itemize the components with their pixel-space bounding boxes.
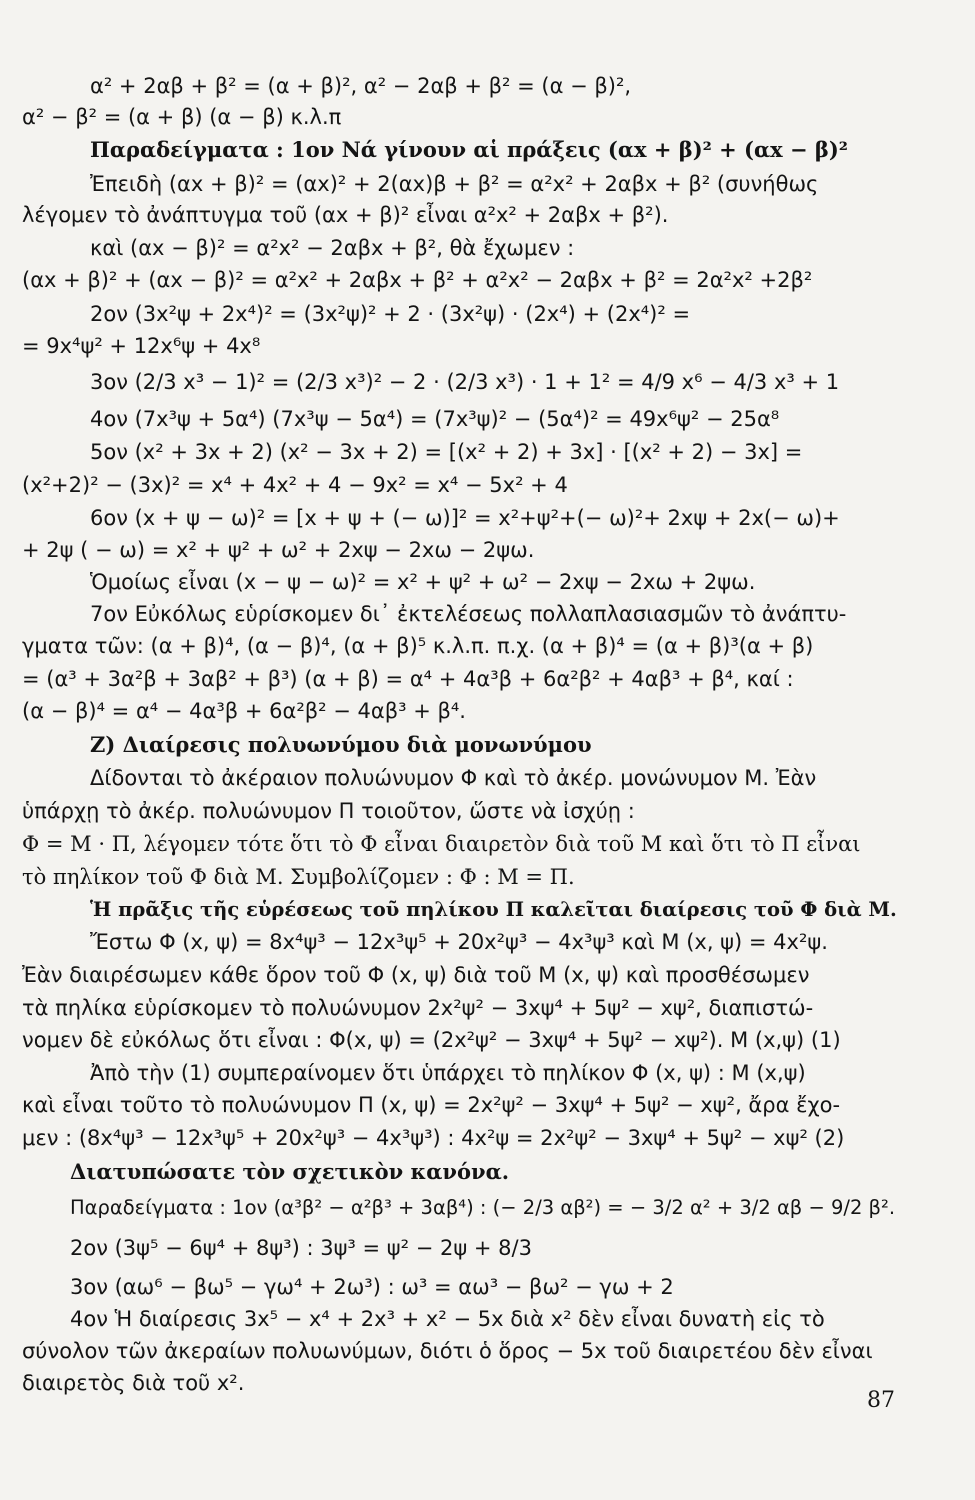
section-heading: Ζ) Διαίρεσις πολυωνύμου διὰ μονωνύμου: [90, 732, 592, 757]
text-line: 4ον (7x³ψ + 5α⁴) (7x³ψ − 5α⁴) = (7x³ψ)² − (5α⁴)² = 49x⁶ψ² − 25α⁸: [90, 407, 780, 431]
text-line: Ἐὰν διαιρέσωμεν κάθε ὅρον τοῦ Φ (x, ψ) διὰ τοῦ Μ (x, ψ) καὶ προσθέσωμεν: [22, 963, 810, 987]
text-line: διαιρετὸς διὰ τοῦ x².: [22, 1371, 245, 1395]
text-line: (αx + β)² + (αx − β)² = α²x² + 2αβx + β² + α²x² − 2αβx + β² = 2α²x² +2β²: [22, 268, 813, 292]
definition-line: Ἡ πρᾶξις τῆς εὑρέσεως τοῦ πηλίκου Π καλεῖται διαίρεσις τοῦ Φ διὰ Μ.: [90, 898, 897, 921]
text-line: τὸ πηλίκον τοῦ Φ διὰ Μ. Συμβολίζομεν : Φ : Μ = Π.: [22, 865, 575, 889]
text-line: + 2ψ ( − ω) = x² + ψ² + ω² + 2xψ − 2xω − 2ψω.: [22, 538, 535, 562]
text-line: Φ = Μ · Π, λέγομεν τότε ὅτι τὸ Φ εἶναι διαιρετὸν διὰ τοῦ Μ καὶ ὅτι τὸ Π εἶναι: [22, 832, 861, 856]
text-line: 3ον (αω⁶ − βω⁵ − γω⁴ + 2ω³) : ω³ = αω³ − βω² − γω + 2: [70, 1275, 674, 1299]
text-line: = (α³ + 3α²β + 3αβ² + β³) (α + β) = α⁴ + 4α³β + 6α²β² + 4αβ³ + β⁴, καί :: [22, 667, 794, 691]
text-line: Παραδείγματα : 1ον (α³β² − α²β³ + 3αβ⁴) : (− 2/3 αβ²) = − 3/2 α² + 3/2 αβ − 9/2 β².: [70, 1196, 896, 1219]
text-line: ὑπάρχῃ τὸ ἀκέρ. πολυώνυμον Π τοιοῦτον, ὥστε νὰ ἰσχύῃ :: [22, 799, 635, 823]
text-line: Ἐπειδὴ (αx + β)² = (αx)² + 2(αx)β + β² = α²x² + 2αβx + β² (συνήθως: [90, 172, 819, 196]
rule-heading: Διατυπώσατε τὸν σχετικὸν κανόνα.: [70, 1159, 510, 1184]
text-line: = 9x⁴ψ² + 12x⁶ψ + 4x⁸: [22, 334, 261, 358]
text-line: 3ον (2/3 x³ − 1)² = (2/3 x³)² − 2 · (2/3 x³) · 1 + 1² = 4/9 x⁶ − 4/3 x³ + 1: [90, 370, 840, 394]
text-line: Δίδονται τὸ ἀκέραιον πολυώνυμον Φ καὶ τὸ ἀκέρ. μονώνυμον Μ. Ἐὰν: [90, 766, 817, 790]
text-line: καὶ (αx − β)² = α²x² − 2αβx + β², θὰ ἔχωμεν :: [90, 236, 575, 260]
text-line: 4ον Ἡ διαίρεσις 3x⁵ − x⁴ + 2x³ + x² − 5x διὰ x² δὲν εἶναι δυνατὴ εἰς τὸ: [70, 1307, 825, 1331]
text-line: α² − β² = (α + β) (α − β) κ.λ.π: [22, 105, 342, 129]
text-line: 2ον (3x²ψ + 2x⁴)² = (3x²ψ)² + 2 · (3x²ψ) · (2x⁴) + (2x⁴)² =: [90, 302, 691, 326]
text-line: Ἔστω Φ (x, ψ) = 8x⁴ψ³ − 12x³ψ⁵ + 20x²ψ³ − 4x³ψ³ καὶ Μ (x, ψ) = 4x²ψ.: [90, 930, 828, 954]
text-line: (α − β)⁴ = α⁴ − 4α³β + 6α²β² − 4αβ³ + β⁴.: [22, 699, 466, 723]
text-line: α² + 2αβ + β² = (α + β)², α² − 2αβ + β² = (α − β)²,: [90, 74, 632, 98]
text-line: σύνολον τῶν ἀκεραίων πολυωνύμων, διότι ὁ ὅρος − 5x τοῦ διαιρετέου δὲν εἶναι: [22, 1339, 873, 1363]
text-line: 6ον (x + ψ − ω)² = [x + ψ + (− ω)]² = x²+ψ²+(− ω)²+ 2xψ + 2x(− ω)+: [90, 506, 840, 530]
text-line: (x²+2)² − (3x)² = x⁴ + 4x² + 4 − 9x² = x⁴ − 5x² + 4: [22, 473, 568, 497]
page-number: 87: [867, 1388, 895, 1413]
text-line: μεν : (8x⁴ψ³ − 12x³ψ⁵ + 20x²ψ³ − 4x³ψ³) : 4x²ψ = 2x²ψ² − 3xψ⁴ + 5ψ² − xψ² (2): [22, 1126, 845, 1150]
text-line: καὶ εἶναι τοῦτο τὸ πολυώνυμον Π (x, ψ) = 2x²ψ² − 3xψ⁴ + 5ψ² − xψ², ἄρα ἔχο-: [22, 1093, 841, 1117]
text-line: Ὁμοίως εἶναι (x − ψ − ω)² = x² + ψ² + ω² − 2xψ − 2xω + 2ψω.: [90, 570, 756, 594]
text-line: 5ον (x² + 3x + 2) (x² − 3x + 2) = [(x² + 2) + 3x] · [(x² + 2) − 3x] =: [90, 440, 803, 464]
text-line: 7ον Εὐκόλως εὑρίσκομεν δι᾽ ἐκτελέσεως πολλαπλασιασμῶν τὸ ἀνάπτυ-: [90, 602, 847, 626]
text-line: γματα τῶν: (α + β)⁴, (α − β)⁴, (α + β)⁵ κ.λ.π. π.χ. (α + β)⁴ = (α + β)³(α + β): [22, 634, 814, 658]
text-line: τὰ πηλίκα εὑρίσκομεν τὸ πολυώνυμον 2x²ψ² − 3xψ⁴ + 5ψ² − xψ², διαπιστώ-: [22, 996, 814, 1020]
text-line: λέγομεν τὸ ἀνάπτυγμα τοῦ (αx + β)² εἶναι α²x² + 2αβx + β²).: [22, 203, 669, 227]
text-line: 2ον (3ψ⁵ − 6ψ⁴ + 8ψ³) : 3ψ³ = ψ² − 2ψ + 8/3: [70, 1236, 532, 1260]
text-line: νομεν δὲ εὐκόλως ὅτι εἶναι : Φ(x, ψ) = (2x²ψ² − 3xψ⁴ + 5ψ² − xψ²). Μ (x,ψ) (1): [22, 1028, 841, 1052]
examples-heading: Παραδείγματα : 1ον Νά γίνουν αἱ πράξεις (αx + β)² + (αx − β)²: [90, 137, 848, 162]
text-line: Ἀπὸ τὴν (1) συμπεραίνομεν ὅτι ὑπάρχει τὸ πηλίκον Φ (x, ψ) : Μ (x,ψ): [90, 1061, 806, 1085]
